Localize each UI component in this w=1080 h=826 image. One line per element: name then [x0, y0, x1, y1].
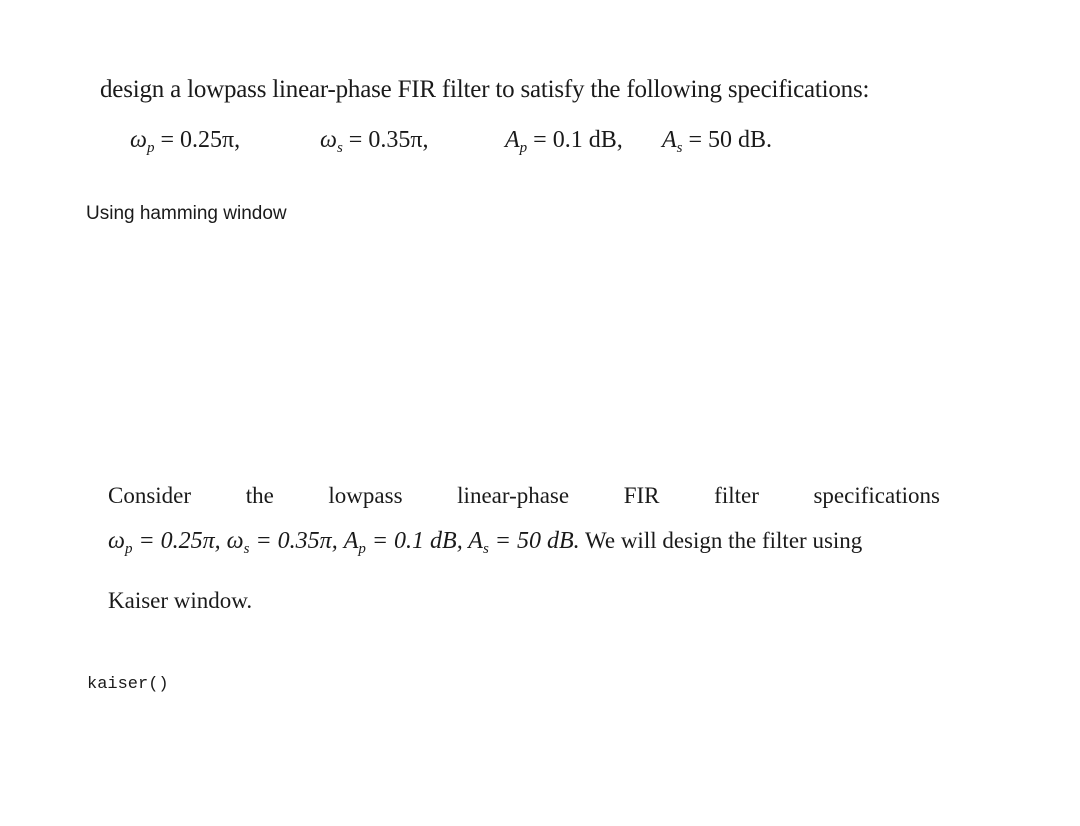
spec-a-s	[662, 127, 772, 154]
intro-word: Consider	[108, 483, 192, 508]
intro-word: specifications	[813, 483, 940, 508]
spec-a-s-symbol: A	[662, 127, 677, 153]
spec-a-p-sub: p	[519, 140, 528, 156]
spec-a-p	[505, 127, 623, 154]
kaiser-spec-line	[108, 528, 862, 555]
intro-word: the	[245, 483, 274, 508]
kaiser-window-label: Kaiser window.	[108, 588, 253, 613]
spec-tail: We will design the filter using	[579, 528, 863, 553]
intro-word: lowpass	[328, 483, 403, 508]
spec-omega-p	[130, 127, 240, 154]
spec-sub: s	[243, 541, 250, 557]
spec-omega-s-symbol: ω	[320, 127, 337, 153]
spec-sub: s	[482, 541, 489, 557]
spec-sub: p	[124, 541, 133, 557]
spec-a-s-value: = 50 dB.	[688, 127, 773, 153]
kaiser-intro-line	[108, 483, 940, 509]
spec-omega-s-value: = 0.35π,	[348, 127, 429, 153]
spec-sub: p	[358, 541, 366, 557]
hamming-window-label: Using hamming window	[86, 203, 287, 224]
intro-word: linear-phase	[457, 483, 570, 508]
spec-part: = 0.25π, ω	[132, 528, 244, 554]
spec-a-p-symbol: A	[505, 127, 520, 153]
spec-omega-p-symbol: ω	[130, 127, 147, 153]
spec-omega-p-sub: p	[146, 140, 155, 156]
spec-part: = 50 dB.	[488, 528, 580, 554]
kaiser-code: kaiser()	[87, 675, 169, 694]
spec-a-p-value: = 0.1 dB,	[533, 127, 623, 153]
spec-part: = 0.35π, A	[249, 528, 359, 554]
spec-omega-s-sub: s	[336, 140, 343, 156]
spec-omega-s	[320, 127, 428, 154]
spec-omega-p-value: = 0.25π,	[160, 127, 241, 153]
intro-word: filter	[714, 483, 759, 508]
intro-word: FIR	[623, 483, 660, 508]
spec-part: ω	[108, 528, 125, 554]
spec-a-s-sub: s	[676, 140, 683, 156]
spec-part: = 0.1 dB, A	[365, 528, 483, 554]
problem-heading: design a lowpass linear-phase FIR filter to satisfy the following specifications:	[100, 76, 870, 103]
